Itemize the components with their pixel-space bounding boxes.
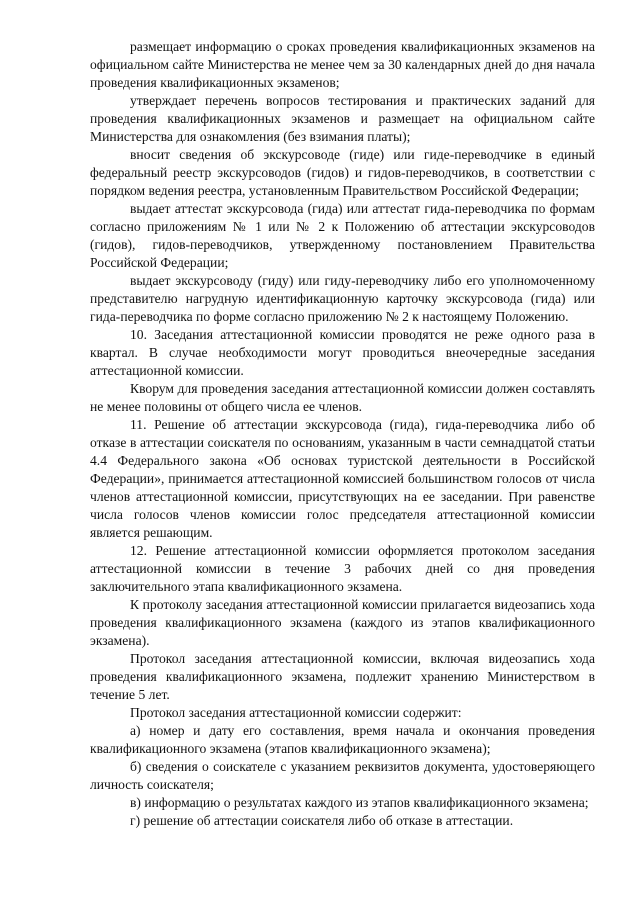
list-item-b: б) сведения о соискателе с указанием реквизитов документа, удостоверяющего личность соискателя; [90,759,595,792]
paragraph-quorum: Кворум для проведения заседания аттестационной комиссии должен составлять не менее половины от общего числа ее членов. [90,381,595,414]
paragraph-info-deadlines: размещает информацию о сроках проведения квалификационных экзаменов на официальном сайте Министерства не менее чем за 30 календарных дней до дня начала проведения квалификационных экзаменов; [90,39,595,90]
paragraph-12-protocol: 12. Решение аттестационной комиссии оформляется протоколом заседания аттестационной комиссии в течение 3 рабочих дней со дня проведения заключительного этапа квалификационного экзамена. [90,543,595,594]
paragraph-10-meetings: 10. Заседания аттестационной комиссии проводятся не реже одного раза в квартал. В случае необходимости могут проводиться внеочередные заседания аттестационной комиссии. [90,327,595,378]
paragraph-issues-certificate: выдает аттестат экскурсовода (гида) или аттестат гида-переводчика по формам согласно приложениям № 1 или № 2 к Положению об аттестации экскурсоводов (гидов), гидов-переводчиков, утвержденному постановлением Правительства Российской Федерации; [90,201,595,270]
paragraph-11-decision: 11. Решение об аттестации экскурсовода (гида), гида-переводчика либо об отказе в аттестации соискателя по основаниям, указанным в части семнадцатой статьи 4.4 Федерального закона «Об основах туристской деятельности в Российской Федерации», принимается аттестационной комиссией большинством голосов от числа членов аттестационной комиссии, присутствующих на ее заседании. При равенстве числа голосов членов комиссии голос председателя аттестационной комиссии является решающим. [90,417,595,540]
list-item-v: в) информацию о результатах каждого из этапов квалификационного экзамена; [130,795,589,810]
paragraph-protocol-contains: Протокол заседания аттестационной комиссии содержит: [130,705,462,720]
list-item-a: а) номер и дату его составления, время начала и окончания проведения квалификационного экзамена (этапов квалификационного экзамена); [90,723,595,756]
paragraph-video-attached: К протоколу заседания аттестационной комиссии прилагается видеозапись хода проведения квалификационного экзамена (каждого из этапов квалификационного экзамена). [90,597,595,648]
document-page [90,38,595,830]
paragraph-registry-entry: вносит сведения об экскурсоводе (гиде) или гиде-переводчике в единый федеральный реестр экскурсоводов (гидов) и гидов-переводчиков, в соответствии с порядком ведения реестра, установленным Правительством Российской Федерации; [90,147,595,198]
list-item-g: г) решение об аттестации соискателя либо об отказе в аттестации. [130,813,514,828]
paragraph-storage: Протокол заседания аттестационной комиссии, включая видеозапись хода проведения квалификационного экзамена, подлежит хранению Министерством в течение 5 лет. [90,651,595,702]
paragraph-issues-badge: выдает экскурсоводу (гиду) или гиду-переводчику либо его уполномоченному представителю нагрудную идентификационную карточку экскурсовода (гида) или гида-переводчика по форме согласно приложению № 2 к настоящему Положению. [90,273,595,324]
paragraph-approves-questions: утверждает перечень вопросов тестирования и практических заданий для проведения квалификационных экзаменов и размещает на официальном сайте Министерства для ознакомления (без взимания платы); [90,93,595,144]
